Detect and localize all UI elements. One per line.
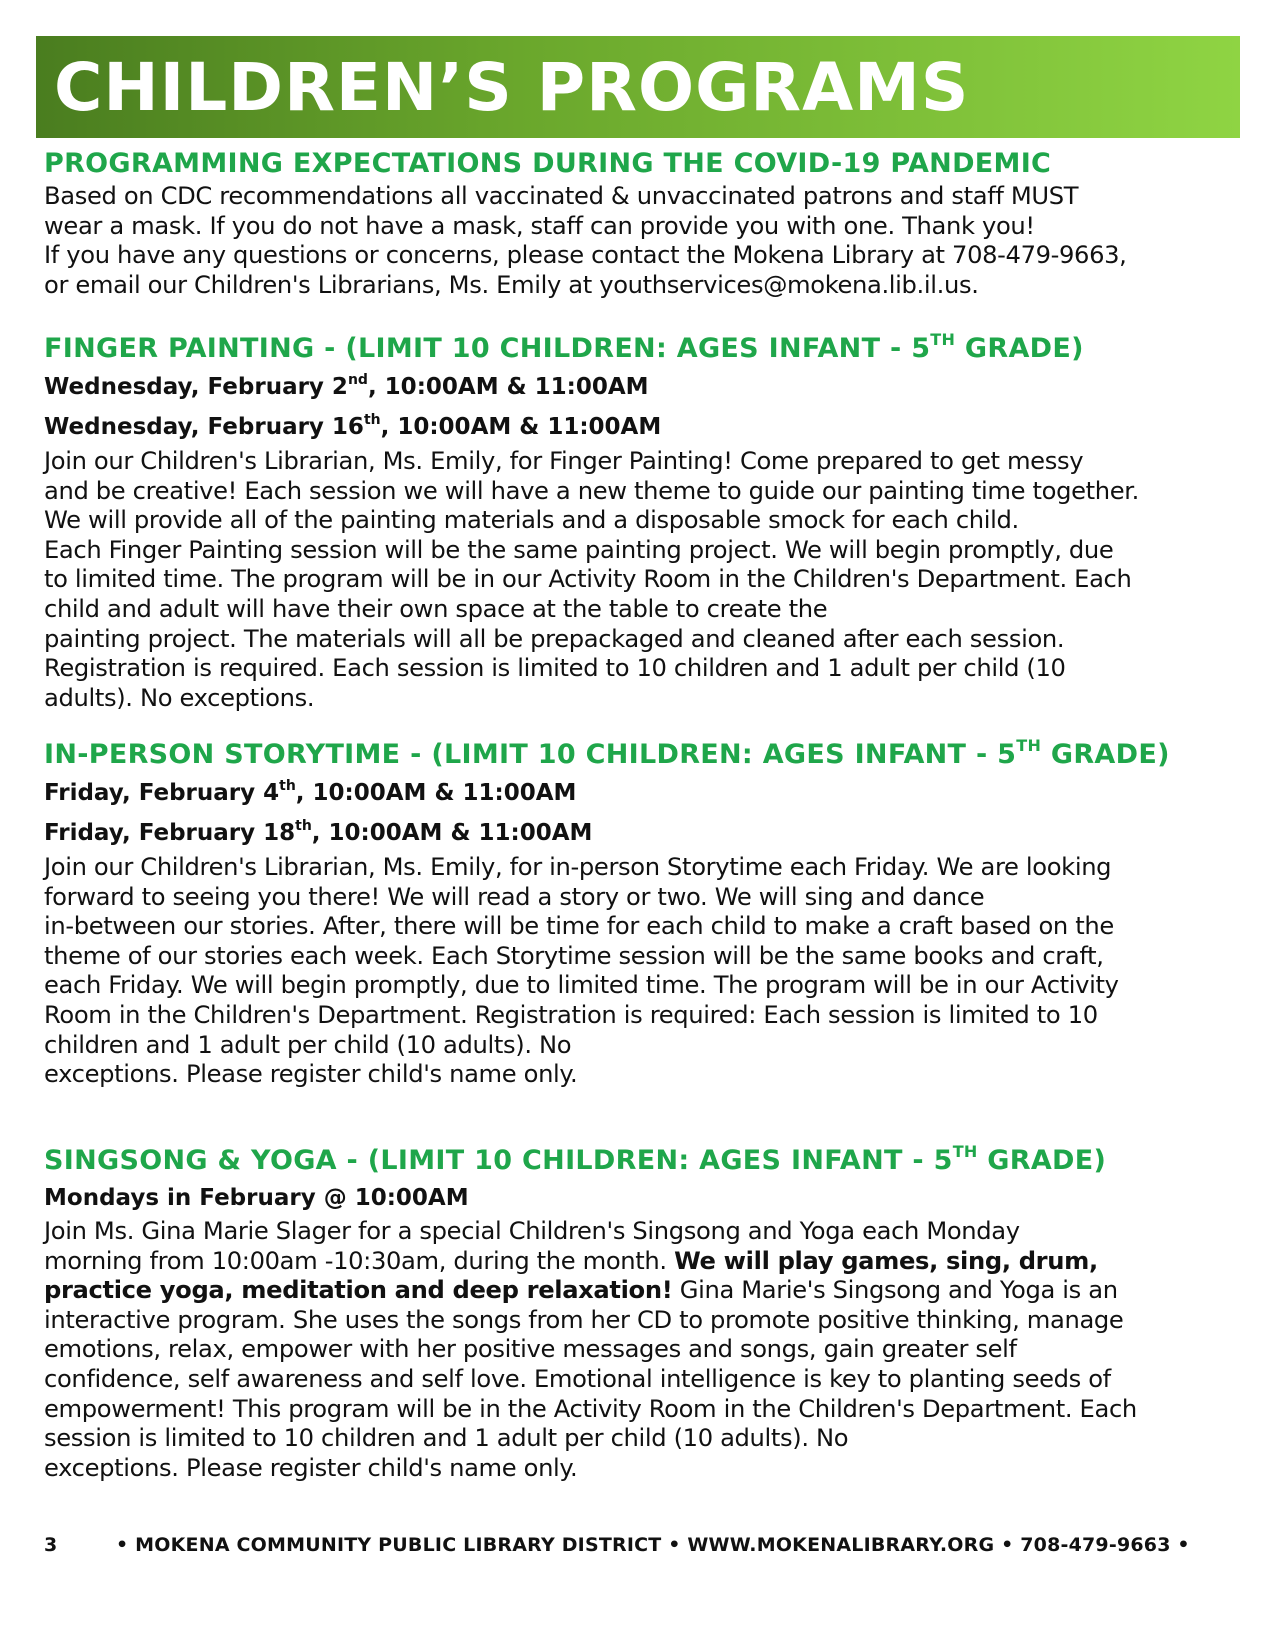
body-line: children and 1 adult per child (10 adults). No bbox=[44, 1030, 572, 1059]
body-line: empowerment! This program will be in the Activity Room in the Children's Department. Each bbox=[44, 1394, 1137, 1423]
date-superscript: th bbox=[363, 412, 381, 428]
session-date bbox=[44, 813, 1239, 853]
body-line: to limited time. The program will be in our Activity Room in the Children's Department. Each bbox=[44, 565, 1132, 594]
page-number: 3 bbox=[44, 1534, 58, 1556]
body-line: session is limited to 10 children and 1 adult per child (10 adults). No bbox=[44, 1424, 849, 1453]
body-line: painting project. The materials will all be prepackaged and cleaned after each session. bbox=[44, 624, 1065, 653]
session-date bbox=[44, 773, 1239, 813]
body-line: Registration is required. Each session is limited to 10 children and 1 adult per child (10 bbox=[44, 654, 1066, 683]
body-line: exceptions. Please register child's name only. bbox=[44, 1060, 578, 1089]
session-date bbox=[44, 367, 1239, 407]
covid-body bbox=[44, 182, 1239, 300]
heading-text: SINGSONG & YOGA - (LIMIT 10 CHILDREN: AGES INFANT - 5 bbox=[44, 1145, 953, 1176]
date-text: Wednesday, February 16 bbox=[44, 414, 364, 440]
body-line: each Friday. We will begin promptly, due to limited time. The program will be in our Activity bbox=[44, 971, 1119, 1000]
heading-text-end: GRADE) bbox=[955, 333, 1084, 364]
header-banner bbox=[36, 36, 1240, 138]
session-date: Mondays in February @ 10:00AM bbox=[44, 1185, 469, 1211]
storytime-body bbox=[44, 853, 1239, 1090]
body-line: Join Ms. Gina Marie Slager for a special Children's Singsong and Yoga each Monday bbox=[44, 1217, 1020, 1245]
body-line: Join our Children's Librarian, Ms. Emily, for in-person Storytime each Friday. We are looking bbox=[44, 853, 1112, 881]
date-text: Friday, February 18 bbox=[44, 820, 296, 846]
body-line: in-between our stories. After, there will be time for each child to make a craft based on the bbox=[44, 912, 1114, 941]
body-line: adults). No exceptions. bbox=[44, 683, 315, 712]
heading-superscript: TH bbox=[1016, 736, 1042, 755]
body-bold-text: practice yoga, meditation and deep relaxation! bbox=[44, 1276, 673, 1305]
body-line: exceptions. Please register child's name only. bbox=[44, 1453, 578, 1482]
heading-text-end: GRADE) bbox=[977, 1145, 1107, 1176]
date-times: , 10:00AM & 11:00AM bbox=[380, 414, 662, 440]
heading-text: IN-PERSON STORYTIME - (LIMIT 10 CHILDREN: AGES INFANT - 5 bbox=[44, 739, 1017, 770]
body-line: forward to seeing you there! We will read a story or two. We will sing and dance bbox=[44, 882, 985, 911]
body-text: Gina Marie's Singsong and Yoga is an bbox=[672, 1276, 1118, 1305]
body-line: emotions, relax, empower with her positive messages and songs, gain greater self bbox=[44, 1335, 1017, 1364]
finger-painting-body bbox=[44, 447, 1239, 713]
body-line: confidence, self awareness and self love. Emotional intelligence is key to planting seeds of bbox=[44, 1364, 1111, 1393]
heading-superscript: TH bbox=[930, 330, 956, 349]
body-line bbox=[44, 1276, 1239, 1306]
storytime-section bbox=[44, 737, 1239, 1090]
date-superscript: th bbox=[279, 778, 296, 794]
body-line: or email our Children's Librarians, Ms. Emily at youthservices@mokena.lib.il.us. bbox=[44, 270, 979, 299]
covid-heading: PROGRAMMING EXPECTATIONS DURING THE COVID-19 PANDEMIC bbox=[44, 148, 1052, 179]
body-text: morning from 10:00am -10:30am, during the month. bbox=[44, 1246, 675, 1275]
storytime-heading bbox=[44, 737, 1239, 773]
date-superscript: nd bbox=[347, 372, 368, 388]
session-date bbox=[44, 407, 1239, 447]
heading-superscript: TH bbox=[952, 1142, 978, 1161]
date-times: , 10:00AM & 11:00AM bbox=[367, 374, 649, 400]
heading-text: FINGER PAINTING - (LIMIT 10 CHILDREN: AGES INFANT - 5 bbox=[44, 333, 931, 364]
finger-painting-section bbox=[44, 331, 1239, 713]
finger-painting-heading bbox=[44, 331, 1239, 367]
body-line: Join our Children's Librarian, Ms. Emily, for Finger Painting! Come prepared to get messy bbox=[44, 447, 1084, 475]
body-bold-text: We will play games, sing, drum, bbox=[674, 1246, 1098, 1275]
body-line: Room in the Children's Department. Registration is required: Each session is limited to 10 bbox=[44, 1000, 1098, 1029]
body-line: Based on CDC recommendations all vaccinated & unvaccinated patrons and staff MUST bbox=[44, 182, 1079, 210]
singsong-yoga-heading bbox=[44, 1143, 1239, 1179]
body-line: theme of our stories each week. Each Storytime session will be the same books and craft, bbox=[44, 941, 1104, 970]
covid-section bbox=[44, 146, 1239, 300]
page-footer bbox=[44, 1530, 1239, 1560]
date-times: , 10:00AM & 11:00AM bbox=[295, 780, 577, 806]
date-superscript: th bbox=[295, 818, 312, 834]
singsong-yoga-body bbox=[44, 1217, 1239, 1483]
body-line: child and adult will have their own space at the table to create the bbox=[44, 594, 828, 623]
footer-contact: • MOKENA COMMUNITY PUBLIC LIBRARY DISTRICT • WWW.MOKENALIBRARY.ORG • 708-479-9663 • bbox=[116, 1534, 1190, 1556]
singsong-yoga-section bbox=[44, 1143, 1239, 1483]
body-line: wear a mask. If you do not have a mask, staff can provide you with one. Thank you! bbox=[44, 211, 1035, 240]
body-line: If you have any questions or concerns, please contact the Mokena Library at 708-479-9663, bbox=[44, 241, 1127, 270]
heading-text-end: GRADE) bbox=[1041, 739, 1170, 770]
date-text: Friday, February 4 bbox=[44, 780, 280, 806]
body-line: Each Finger Painting session will be the same painting project. We will begin promptly, due bbox=[44, 535, 1114, 564]
body-line: and be creative! Each session we will have a new theme to guide our painting time together. bbox=[44, 476, 1139, 505]
date-times: , 10:00AM & 11:00AM bbox=[311, 820, 593, 846]
body-line: We will provide all of the painting materials and a disposable smock for each child. bbox=[44, 506, 1019, 535]
page-title: CHILDREN’S PROGRAMS bbox=[54, 49, 970, 126]
body-line bbox=[44, 1247, 1239, 1277]
body-line: interactive program. She uses the songs from her CD to promote positive thinking, manage bbox=[44, 1305, 1124, 1334]
date-text: Wednesday, February 2 bbox=[44, 374, 348, 400]
